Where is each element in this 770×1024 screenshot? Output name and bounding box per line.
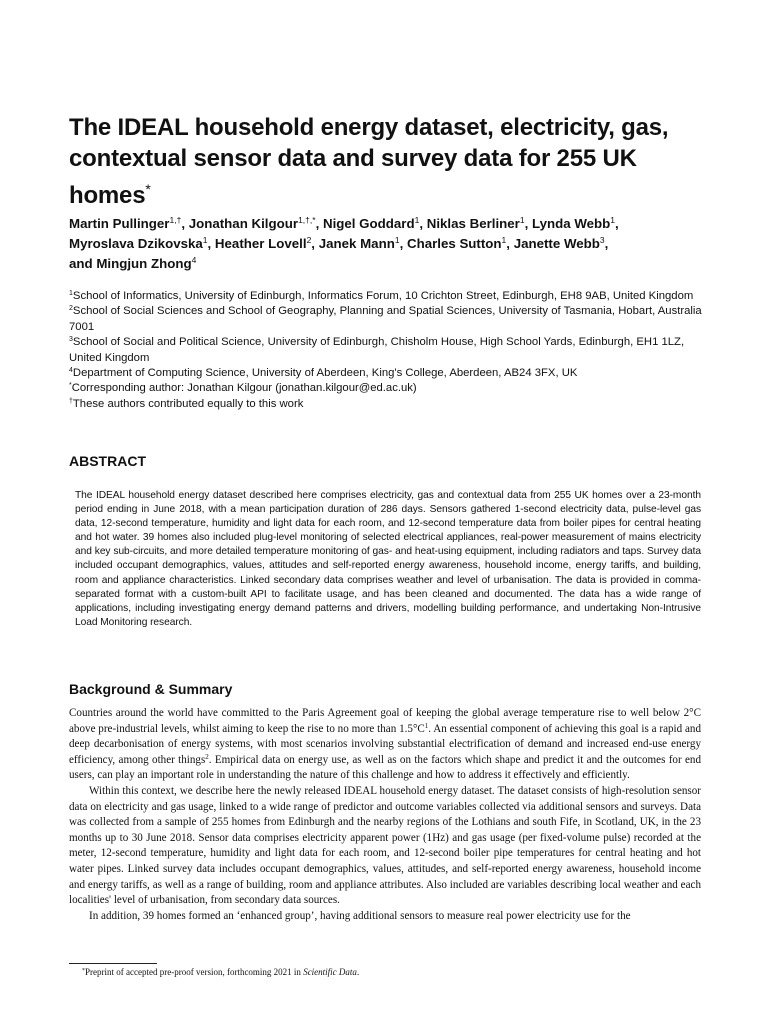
- author: Jonathan Kilgour$^{1,\dagger,*}$,: [188, 215, 320, 231]
- author: Myroslava Dzikovska$^1$,: [69, 235, 212, 251]
- affiliation: $^3$School of Social and Political Science, University of Edinburgh, Chisholm House, High School Yards, Edinburgh, EH1 1LZ, United Kingdom: [69, 336, 685, 364]
- affiliation: $^2$School of Social Sciences and School of Geography, Planning and Spatial Sciences, University of Tasmania, Hobart, Australia 7001: [69, 305, 702, 333]
- citation: 2: [205, 752, 209, 761]
- background-paragraph: Countries around the world have committed to the Paris Agreement goal of keeping the global average temperature rise to well below 2°C above pre-industrial levels, whilst aiming to keep the rise to no more than $1.5^\circ C^1$. An essential component of achieving this goal is a rapid and deep decarbonisation of energy systems, with most scenarios involving substantial electrification of demand and increased end-use energy efficiency, among other things$^2$. Empirical data on energy use, as well as on the factors which shape and predict it and the outcomes for end users, can play an important role in understanding the nature of this challenge and how to address it effectively and efficiently.: [69, 707, 701, 782]
- footnote: *Preprint of accepted pre-proof version, forthcoming 2021 in Scientific Data.: [82, 967, 360, 977]
- footnote-rule: [69, 963, 157, 964]
- author: Niklas Berliner$^1$,: [426, 215, 529, 231]
- author: Charles Sutton$^1$,: [406, 235, 510, 251]
- background-paragraph: In addition, 39 homes formed an ‘enhanced group’, having additional sensors to measure real power electricity use for the: [89, 909, 631, 922]
- abstract-heading: ABSTRACT: [69, 453, 146, 469]
- author: Heather Lovell$^2$,: [214, 235, 315, 251]
- author: Janette Webb$^3$,: [513, 235, 609, 251]
- affiliation-list: [69, 289, 709, 412]
- corresponding-author-note: *Corresponding author: Jonathan Kilgour (jonathan.kilgour@ed.ac.uk): [69, 382, 417, 395]
- abstract-text: The IDEAL household energy dataset described here comprises electricity, gas and contextual data from 255 UK homes over a 23-month period ending in June 2018, with a mean participation duration of 286 days. Sensors gathered 1-second electricity data, pulse-level gas data, 12-second temperature, humidity and light data for each room, and 12-second temperature data from boiler pipes for central heating and hot water. 39 homes also included plug-level monitoring of selected electrical appliances, real-power measurement of mains electricity and key sub-circuits, and more detailed temperature monitoring of gas- and heat-using equipment, including radiators and taps. Survey data included occupant demographics, values, attitudes and self-reported energy awareness, household income, energy tariffs, and building, room and appliance characteristics. Linked secondary data comprises weather and level of urbanisation. The data is provided in comma-separated format with a custom-built API to facilitate usage, and has been cleaned and documented. The data has a wide range of applications, including investigating energy demand patterns and drivers, modelling building performance, and undertaking Non-Intrusive Load Monitoring research.: [75, 490, 701, 628]
- paper-title: [69, 112, 709, 211]
- affiliation: $^1$School of Informatics, University of Edinburgh, Informatics Forum, 10 Crichton Street, Edinburgh, EH8 9AB, United Kingdom: [69, 290, 694, 302]
- author: Lynda Webb$^1$,: [531, 215, 619, 231]
- background-paragraph: Within this context, we describe here the newly released IDEAL household energy dataset. The dataset consists of high-resolution sensor data on electricity and gas usage, linked to a wide range of predictor and outcome variables collected via additional sensors and surveys. Data was collected from a sample of 255 homes from Edinburgh and the nearby regions of the Lothians and south Fife, in Scotland, UK, in the 23 months up to 30 June 2018. Sensor data comprises electricity apparent power (1Hz) and gas usage (per fixed-volume pulse) recorded at the meter, 12-second temperature, humidity and light data for each room, and 12-second boiler pipe temperatures for central heating and hot water pipes. Linked survey data includes occupant demographics, values, attitudes, and self-reported energy awareness, household income and energy tariffs, as well as a range of building, room and appliance attributes. Also included are variables describing local weather and each localities' level of urbanisation, from secondary data sources.: [69, 784, 701, 907]
- background-section: [69, 706, 701, 924]
- title-footnote-mark: *: [145, 181, 151, 197]
- background-heading: Background & Summary: [69, 681, 233, 697]
- author: Martin Pullinger$^{1,\dagger}$,: [69, 215, 186, 231]
- citation: 1: [424, 721, 429, 730]
- journal-name: Scientific Data: [303, 967, 357, 977]
- author: Janek Mann$^1$,: [318, 235, 404, 251]
- equal-contribution-note: †These authors contributed equally to this work: [69, 397, 304, 410]
- author: and Mingjun Zhong$^4$: [69, 255, 197, 271]
- author: Nigel Goddard$^1$,: [322, 215, 424, 231]
- author-list: [69, 214, 709, 274]
- affiliation: $^4$Department of Computing Science, University of Aberdeen, King's College, Aberdeen, AB24 3FX, UK: [69, 367, 578, 380]
- title-text: The IDEAL household energy dataset, electricity, gas, contextual sensor data and survey data for 255 UK homes: [69, 114, 669, 209]
